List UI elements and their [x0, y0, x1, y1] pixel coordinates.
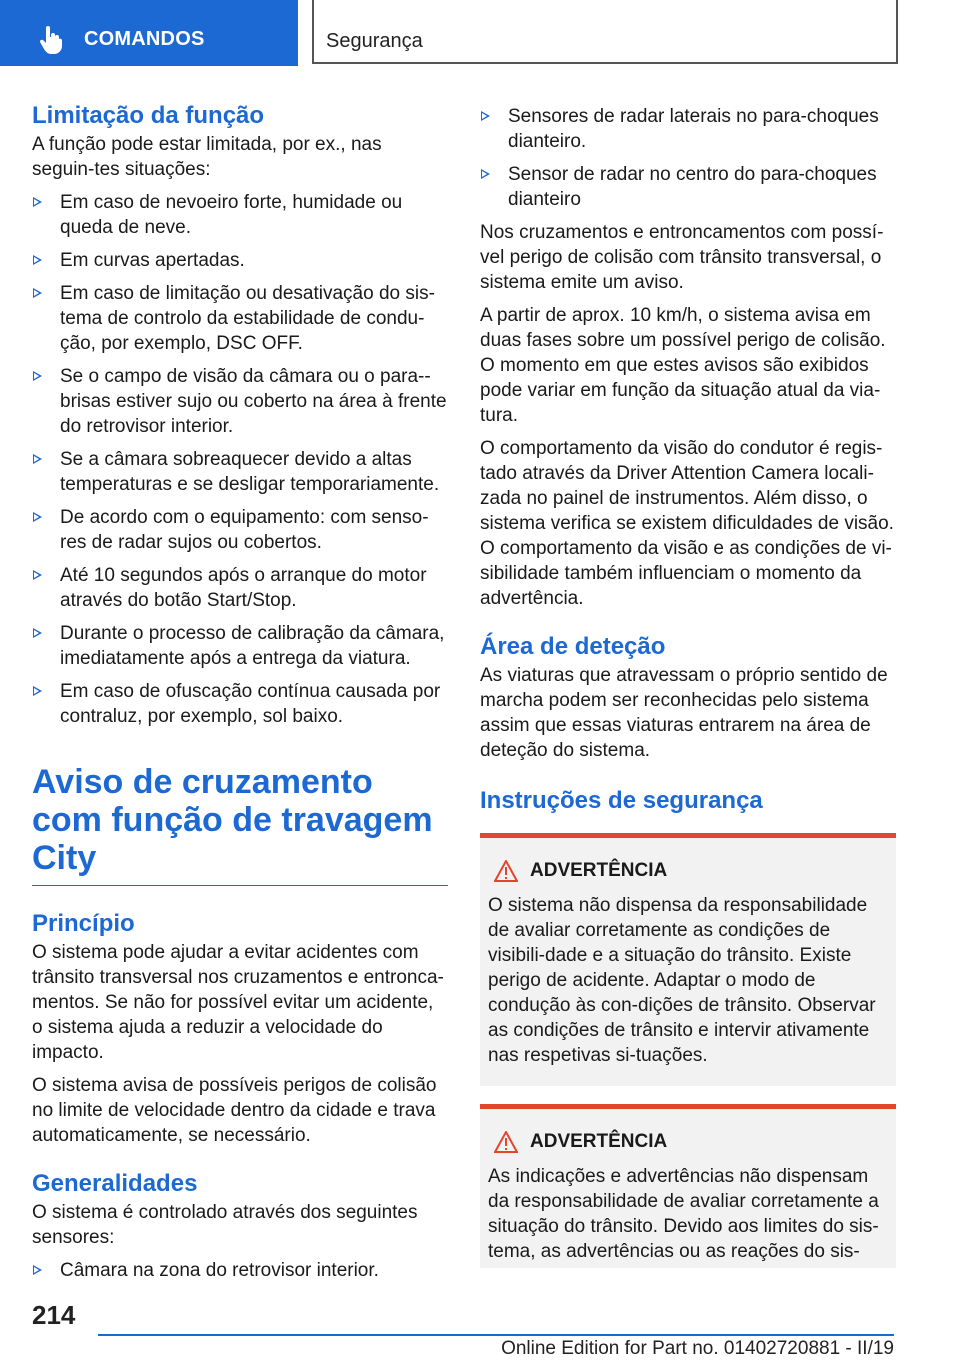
list-item: Em caso de nevoeiro forte, humidade ou queda de neve. [32, 190, 448, 240]
principle-paragraph-2: O sistema avisa de possíveis perigos de colisão no limite de velocidade dentro da cidade e trava automaticamente, se necessário. [32, 1075, 437, 1146]
principle-paragraph-1: O sistema pode ajudar a evitar acidentes com trânsito transversal nos cruzamentos e entronca-mentos. Se não for possível evitar um acidente, o sistema ajuda a reduzir a velocidade do impacto. [32, 942, 444, 1063]
warning-triangle-icon [494, 1131, 518, 1153]
list-item: Se o campo de visão da câmara ou o para--brisas estiver sujo ou coberto na área à frente do retrovisor interior. [32, 364, 448, 439]
footer-divider [98, 1334, 894, 1336]
list-item: Sensores de radar laterais no para-choques dianteiro. [480, 104, 896, 154]
bullet-triangle-icon [33, 288, 42, 298]
principle-heading: Princípio [32, 910, 135, 937]
section-tab [312, 0, 898, 64]
warning-title: ADVERTÊNCIA [530, 1131, 668, 1152]
safety-heading: Instruções de segurança [480, 787, 763, 814]
bullet-triangle-icon [33, 371, 42, 381]
paragraph: O comportamento da visão do condutor é regis-tado através da Driver Attention Camera locali-zada no painel de instrumentos. Além disso, o sistema verifica se existem dificuldades de visão. O comportamento da visão e as condições de vi-sibilidade também influenciam o momento da advertência. [480, 438, 894, 609]
list-item: Em caso de ofuscação contínua causada por contraluz, por exemplo, sol baixo. [32, 679, 448, 729]
right-column [480, 104, 896, 1268]
page-header [0, 0, 960, 66]
warning-text: As indicações e advertências não dispensam da responsabilidade de avaliar corretamente a situação do trânsito. Devido aos limites do sis-tema, as advertências ou as reações do sis- [488, 1166, 879, 1262]
chapter-label: COMANDOS [84, 28, 205, 50]
limitation-heading: Limitação da função [32, 102, 265, 129]
bullet-triangle-icon [481, 111, 490, 121]
list-item: Se a câmara sobreaquecer devido a altas temperaturas e se desligar temporariamente. [32, 447, 448, 497]
edition-text: Online Edition for Part no. 01402720881 - II/19 [501, 1338, 894, 1359]
paragraph: A partir de aprox. 10 km/h, o sistema avisa em duas fases sobre um possível perigo de colisão. O momento em que estes avisos são exibidos pode variar em função da situação atual da via-tura. [480, 305, 886, 426]
general-intro: O sistema é controlado através dos seguintes sensores: [32, 1202, 418, 1248]
detection-area-heading: Área de deteção [480, 633, 666, 660]
bullet-triangle-icon [33, 1265, 42, 1275]
limitation-intro: A função pode estar limitada, por ex., nas seguin-tes situações: [32, 134, 382, 180]
list-item: De acordo com o equipamento: com senso-res de radar sujos ou cobertos. [32, 505, 448, 555]
bullet-triangle-icon [33, 197, 42, 207]
warning-triangle-icon [494, 860, 518, 882]
warning-text: O sistema não dispensa da responsabilidade de avaliar corretamente as condições de visibili-dade e a situação do trânsito. Existe perigo de acidente. Adaptar o modo de condução às con-dições de trânsito. Observar as condições de trânsito e intervir ativamente nas respetivas si-tuações. [488, 895, 876, 1066]
main-section-heading: Aviso de cruzamento com função de travagem City [32, 763, 433, 877]
bullet-triangle-icon [33, 628, 42, 638]
hand-pointer-icon [38, 26, 64, 54]
bullet-triangle-icon [481, 169, 490, 179]
warning-box-2 [480, 1104, 896, 1268]
left-column [32, 100, 448, 1291]
list-item: Durante o processo de calibração da câmara, imediatamente após a entrega da viatura. [32, 621, 448, 671]
detection-area-paragraph: As viaturas que atravessam o próprio sentido de marcha podem ser reconhecidas pelo sistema assim que essas viaturas entrarem na área de deteção do sistema. [480, 665, 888, 761]
bullet-triangle-icon [33, 454, 42, 464]
list-item: Em caso de limitação ou desativação do sis-tema de controlo da estabilidade de condu-ção, por exemplo, DSC OFF. [32, 281, 448, 356]
bullet-triangle-icon [33, 512, 42, 522]
sensor-list-left [32, 1258, 448, 1283]
sensor-list-right [480, 104, 896, 212]
section-label: Segurança [326, 30, 423, 52]
warning-box-1 [480, 833, 896, 1086]
bullet-triangle-icon [33, 255, 42, 265]
page-number: 214 [32, 1300, 76, 1330]
chapter-tab[interactable] [0, 0, 298, 66]
list-item: Câmara na zona do retrovisor interior. [32, 1258, 448, 1283]
bullet-triangle-icon [33, 686, 42, 696]
list-item: Até 10 segundos após o arranque do motor através do botão Start/Stop. [32, 563, 448, 613]
warning-title: ADVERTÊNCIA [530, 860, 668, 881]
bullet-triangle-icon [33, 570, 42, 580]
list-item: Sensor de radar no centro do para-choques dianteiro [480, 162, 896, 212]
list-item: Em curvas apertadas. [32, 248, 448, 273]
limitation-list [32, 190, 448, 729]
paragraph: Nos cruzamentos e entroncamentos com possí-vel perigo de colisão com trânsito transversal, o sistema emite um aviso. [480, 222, 884, 293]
general-heading: Generalidades [32, 1170, 198, 1197]
